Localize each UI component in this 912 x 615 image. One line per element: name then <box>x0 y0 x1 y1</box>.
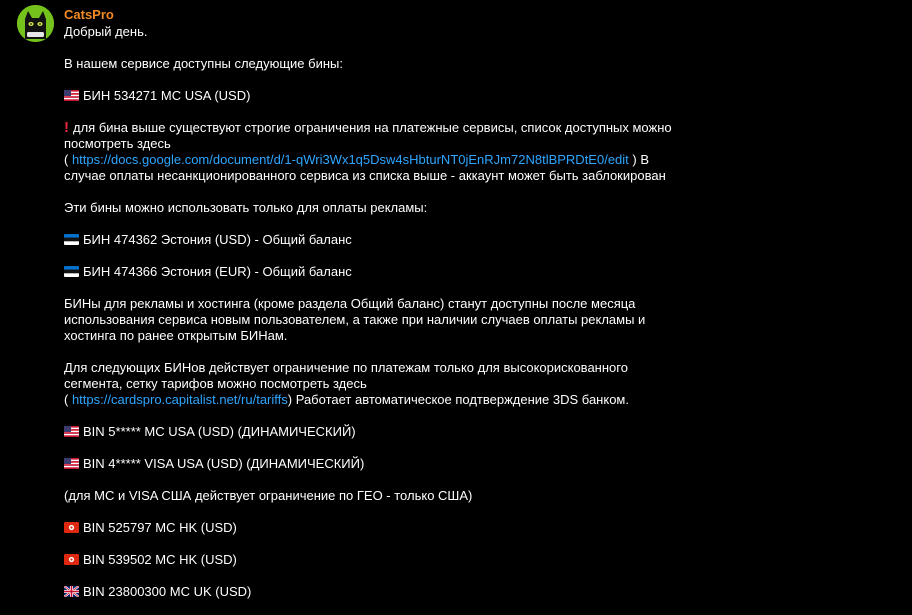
risk-text-2: сегмента, сетку тарифов можно посмотреть здесь <box>64 376 367 391</box>
bin-line <box>64 232 724 248</box>
geo-note-text: (для MC и VISA США действует ограничение по ГЕО - только США) <box>64 488 473 503</box>
bin-line <box>64 584 724 600</box>
estonia-flag-icon <box>64 234 79 245</box>
risk-text-3: ) Работает автоматическое подтверждение 3DS банком. <box>287 392 629 407</box>
chat-message <box>64 7 724 600</box>
bin-line <box>64 264 724 280</box>
bin-line <box>64 424 724 440</box>
avatar[interactable] <box>17 5 54 42</box>
message-body <box>64 24 724 600</box>
bin-us-dyn-mc-text: BIN 5***** MC USA (USD) (ДИНАМИЧЕСКИЙ) <box>83 424 356 439</box>
restriction-link-line <box>64 152 724 168</box>
bin-line <box>64 88 724 104</box>
cat-avatar-icon <box>17 5 54 42</box>
paren-open: ( <box>64 392 72 407</box>
greeting-text: Добрый день. <box>64 24 148 39</box>
restriction-text-4: случае оплаты несанкционированного сервиса из списка выше - аккаунт может быть заблокирован <box>64 168 666 183</box>
hosting-text-3: хостинга по ранее открытым БИНам. <box>64 328 288 343</box>
us-flag-icon <box>64 458 79 469</box>
hosting-text-1: БИНы для рекламы и хостинга (кроме раздела Общий баланс) станут доступны после месяца <box>64 296 636 311</box>
restriction-line <box>64 120 724 136</box>
bin-line <box>64 456 724 472</box>
paren-close: ) В <box>628 152 650 167</box>
bin-us-main-text: БИН 534271 MC USA (USD) <box>83 88 251 103</box>
bin-line <box>64 552 724 568</box>
exclamation-icon: ! <box>64 119 69 136</box>
hong-kong-flag-icon <box>64 554 79 565</box>
us-flag-icon <box>64 90 79 101</box>
uk-flag-icon <box>64 586 79 597</box>
intro-text: В нашем сервисе доступны следующие бины: <box>64 56 343 71</box>
bin-hk-2-text: BIN 539502 MC HK (USD) <box>83 552 237 567</box>
bin-line <box>64 520 724 536</box>
risk-link-line <box>64 392 724 408</box>
bin-ee-usd-text: БИН 474362 Эстония (USD) - Общий баланс <box>83 232 352 247</box>
us-flag-icon <box>64 426 79 437</box>
hong-kong-flag-icon <box>64 522 79 533</box>
bin-uk-text: BIN 23800300 MC UK (USD) <box>83 584 252 599</box>
docs-google-link[interactable]: https://docs.google.com/document/d/1-qWri3Wx1q5Dsw4sHbturNT0jEnRJm72N8tlBPRDtE0/edit <box>71 152 629 167</box>
restriction-text-1: для бина выше существуют строгие ограничения на платежные сервисы, список доступных можно <box>73 120 672 135</box>
sender-name[interactable]: CatsPro <box>64 7 114 22</box>
ads-only-text: Эти бины можно использовать только для оплаты рекламы: <box>64 200 428 215</box>
bin-hk-1-text: BIN 525797 MC HK (USD) <box>83 520 237 535</box>
restriction-text-2: посмотреть здесь <box>64 136 171 151</box>
risk-text-1: Для следующих БИНов действует ограничение по платежам только для высокорискованного <box>64 360 628 375</box>
bin-ee-eur-text: БИН 474366 Эстония (EUR) - Общий баланс <box>83 264 352 279</box>
bin-us-dyn-visa-text: BIN 4***** VISA USA (USD) (ДИНАМИЧЕСКИЙ) <box>83 456 365 471</box>
tariffs-link[interactable]: https://cardspro.capitalist.net/ru/tariffs <box>71 392 288 407</box>
hosting-text-2: использования сервиса новым пользователем, а также при наличии случаев оплаты рекламы и <box>64 312 646 327</box>
paren-open: ( <box>64 152 72 167</box>
estonia-flag-icon <box>64 266 79 277</box>
